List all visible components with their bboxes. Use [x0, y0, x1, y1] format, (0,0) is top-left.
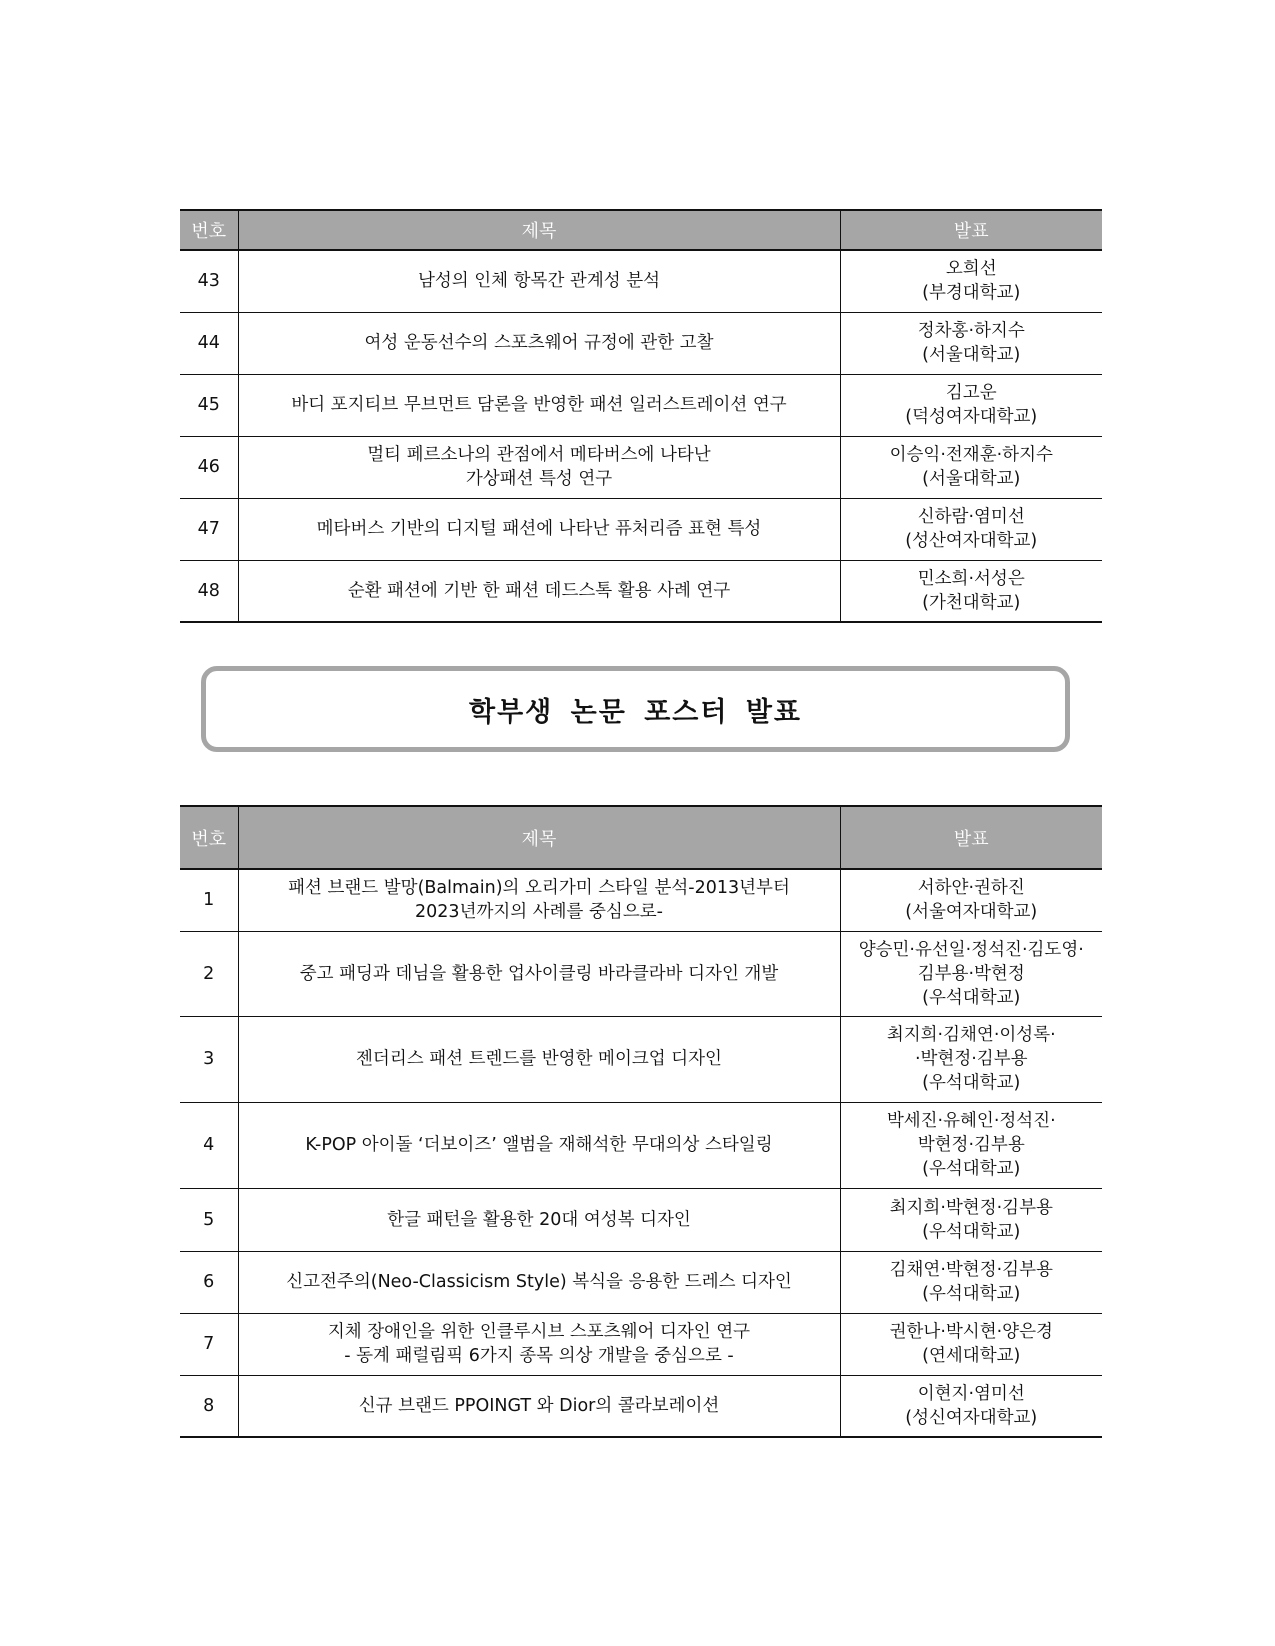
title-line: 지체 장애인을 위한 인클루시브 스포츠웨어 디자인 연구: [327, 1322, 751, 1342]
table-row: [180, 869, 1102, 931]
title-line: 남성의 인체 항목간 관계성 분석: [417, 271, 660, 292]
title-line: 한글 패턴을 활용한 20대 여성복 디자인: [387, 1209, 691, 1230]
row-number: 47: [180, 498, 238, 560]
table-row: [180, 1102, 1102, 1188]
presenter-names: 최지희·김채연·이성록·: [886, 1025, 1056, 1045]
row-title: [238, 931, 840, 1016]
title-line: 2023년까지의 사례를 중심으로-: [415, 902, 663, 923]
row-presenter: [840, 312, 1102, 374]
row-number: 45: [180, 374, 238, 436]
row-presenter: [840, 1188, 1102, 1251]
row-presenter: [840, 1251, 1102, 1313]
presenter-affiliation: (우석대학교): [922, 987, 1021, 1008]
presenter-names: 박세진·유혜인·정석진·: [886, 1111, 1056, 1131]
row-title: [238, 1313, 840, 1375]
presenter-affiliation: (덕성여자대학교): [905, 407, 1038, 427]
row-presenter: [840, 931, 1102, 1016]
presenter-affiliation: (우석대학교): [922, 1284, 1021, 1304]
presenter-names: 신하람·염미선: [917, 507, 1025, 527]
presenter-names: 권한나·박시현·양은경: [889, 1322, 1053, 1342]
presenter-affiliation: (성신여자대학교): [905, 1407, 1038, 1428]
row-title: [238, 869, 840, 931]
row-presenter: [840, 560, 1102, 622]
row-number: 48: [180, 560, 238, 622]
table-header-row: [180, 806, 1102, 869]
presenter-names: ·박현정·김부용: [914, 1049, 1028, 1069]
presenter-affiliation: (가천대학교): [922, 592, 1021, 613]
table-row: [180, 560, 1102, 622]
row-number: 2: [180, 931, 238, 1016]
presenter-names: 정차홍·하지수: [917, 321, 1025, 341]
row-title: [238, 1016, 840, 1102]
row-title: [238, 250, 840, 312]
header-presenter: 발표: [840, 806, 1102, 869]
title-line: - 동계 패럴림픽 6가지 종목 의상 개발을 중심으로 -: [344, 1346, 734, 1366]
row-title: [238, 374, 840, 436]
presenter-names: 김부용·박현정: [917, 963, 1025, 984]
table-row: [180, 436, 1102, 498]
presenter-affiliation: (연세대학교): [922, 1346, 1021, 1366]
header-title: 제목: [238, 210, 840, 250]
presenter-names: 최지희·박현정·김부용: [889, 1197, 1053, 1218]
title-line: 신규 브랜드 PPOINGT 와 Dior의 콜라보레이션: [358, 1395, 720, 1416]
table-row: [180, 1016, 1102, 1102]
section-heading-box: [201, 666, 1070, 752]
header-number: 번호: [180, 806, 238, 869]
header-title: 제목: [238, 806, 840, 869]
title-line: 가상패션 특성 연구: [465, 469, 613, 489]
row-presenter: [840, 1375, 1102, 1437]
presenter-names: 서하얀·권하진: [917, 878, 1025, 899]
header-number: 번호: [180, 210, 238, 250]
presenter-affiliation: (부경대학교): [922, 283, 1021, 304]
row-number: 46: [180, 436, 238, 498]
presenter-names: 이현지·염미선: [917, 1383, 1025, 1404]
title-line: 여성 운동선수의 스포츠웨어 규정에 관한 고찰: [364, 333, 714, 353]
table-row: [180, 250, 1102, 312]
row-title: [238, 312, 840, 374]
row-number: 44: [180, 312, 238, 374]
row-number: 3: [180, 1016, 238, 1102]
title-line: K-POP 아이돌 ‘더보이즈’ 앨범을 재해석한 무대의상 스타일링: [305, 1135, 773, 1155]
row-presenter: [840, 436, 1102, 498]
row-title: [238, 436, 840, 498]
row-title: [238, 1188, 840, 1251]
title-line: 순환 패션에 기반 한 패션 데드스톡 활용 사례 연구: [347, 580, 731, 601]
presenter-affiliation: (서울대학교): [922, 345, 1021, 365]
presenter-names: 김채연·박현정·김부용: [889, 1260, 1053, 1280]
row-presenter: [840, 1102, 1102, 1188]
row-presenter: [840, 1016, 1102, 1102]
title-line: 메타버스 기반의 디지털 패션에 나타난 퓨처리즘 표현 특성: [316, 519, 762, 539]
title-line: 젠더리스 패션 트렌드를 반영한 메이크업 디자인: [356, 1049, 722, 1069]
row-title: [238, 1251, 840, 1313]
row-number: 7: [180, 1313, 238, 1375]
presenter-names: 오희선: [945, 259, 997, 280]
presenter-affiliation: (우석대학교): [922, 1159, 1021, 1179]
row-presenter: [840, 374, 1102, 436]
presenter-names: 이승익·전재훈·하지수: [889, 445, 1053, 465]
row-number: 6: [180, 1251, 238, 1313]
presenter-affiliation: (우석대학교): [922, 1221, 1021, 1242]
presenter-names: 민소희·서성은: [917, 568, 1025, 589]
row-number: 5: [180, 1188, 238, 1251]
row-number: 43: [180, 250, 238, 312]
table-row: [180, 312, 1102, 374]
table-row: [180, 1375, 1102, 1437]
row-title: [238, 560, 840, 622]
table-row: [180, 1188, 1102, 1251]
title-line: 멀티 페르소나의 관점에서 메타버스에 나타난: [367, 445, 711, 465]
table-header-row: [180, 210, 1102, 250]
title-line: 바디 포지티브 무브먼트 담론을 반영한 패션 일러스트레이션 연구: [291, 395, 787, 415]
table-row: [180, 931, 1102, 1016]
title-line: 패션 브랜드 발망(Balmain)의 오리가미 스타일 분석-2013년부터: [288, 878, 790, 899]
table-row: [180, 1251, 1102, 1313]
row-presenter: [840, 250, 1102, 312]
header-presenter: 발표: [840, 210, 1102, 250]
table-row: [180, 374, 1102, 436]
table-row: [180, 498, 1102, 560]
row-title: [238, 1102, 840, 1188]
row-number: 8: [180, 1375, 238, 1437]
presenter-affiliation: (성산여자대학교): [905, 531, 1038, 551]
row-number: 1: [180, 869, 238, 931]
presenter-affiliation: (우석대학교): [922, 1073, 1021, 1093]
row-title: [238, 1375, 840, 1437]
presenter-names: 박현정·김부용: [917, 1135, 1025, 1155]
row-presenter: [840, 1313, 1102, 1375]
title-line: 중고 패딩과 데님을 활용한 업사이클링 바라클라바 디자인 개발: [299, 963, 779, 984]
title-line: 신고전주의(Neo-Classicism Style) 복식을 응용한 드레스 디자인: [286, 1272, 792, 1292]
section-title: 학부생 논문 포스터 발표: [468, 696, 803, 728]
table-row: [180, 1313, 1102, 1375]
presenter-names: 김고운: [945, 383, 997, 403]
presentation-table-2: [180, 805, 1102, 1438]
row-number: 4: [180, 1102, 238, 1188]
row-presenter: [840, 869, 1102, 931]
row-title: [238, 498, 840, 560]
presentation-table-1: [180, 209, 1102, 623]
presenter-affiliation: (서울대학교): [922, 469, 1021, 489]
row-presenter: [840, 498, 1102, 560]
presenter-affiliation: (서울여자대학교): [905, 902, 1038, 923]
presenter-names: 양승민·유선일·정석진·김도영·: [858, 939, 1084, 960]
